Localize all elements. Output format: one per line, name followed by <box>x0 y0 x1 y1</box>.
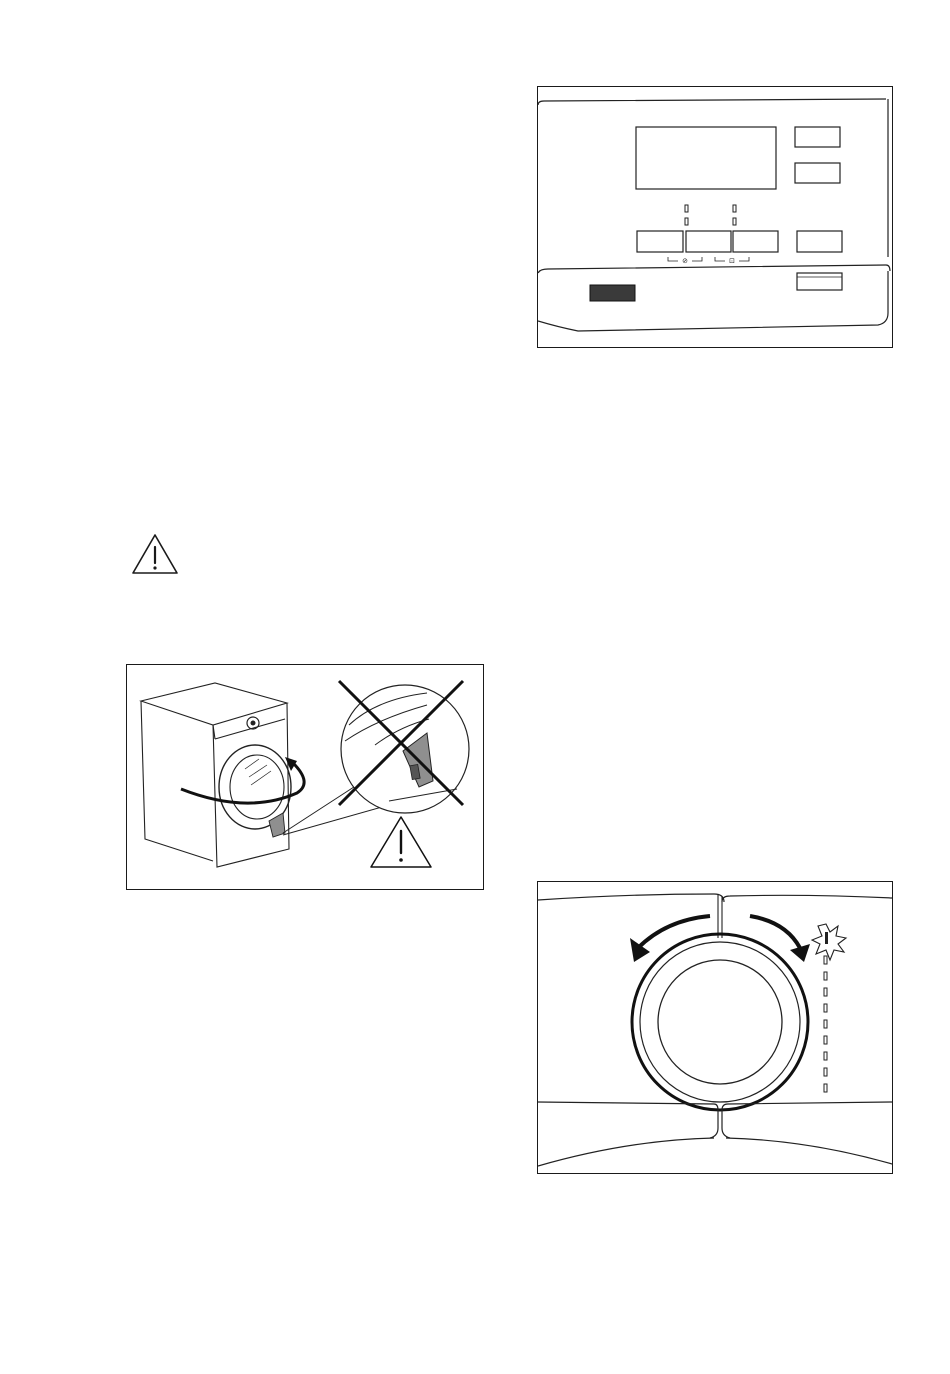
option-button-2[interactable] <box>686 231 731 252</box>
top-right-button-1[interactable] <box>795 127 840 147</box>
rotate-left-arrow-icon <box>638 916 710 948</box>
start-pause-button[interactable] <box>797 273 842 290</box>
dial-illustration <box>538 882 892 1173</box>
door-opening-figure <box>126 664 484 890</box>
control-panel-illustration <box>538 87 892 347</box>
option-button-1[interactable] <box>637 231 683 252</box>
display-window <box>636 127 776 189</box>
lock-symbol: ⊘ <box>682 257 688 265</box>
timer-symbol: ⊡ <box>729 257 735 265</box>
led-strip <box>824 956 827 1092</box>
warning-triangle-icon <box>130 532 180 576</box>
power-button[interactable] <box>590 285 635 301</box>
top-right-button-2[interactable] <box>795 163 840 183</box>
release-tab <box>269 813 285 837</box>
blinking-light-icon <box>812 924 846 960</box>
option-button-4[interactable] <box>797 231 842 252</box>
warning-triangle-icon <box>371 817 431 867</box>
option-button-3[interactable] <box>733 231 778 252</box>
program-dial-figure <box>537 881 893 1174</box>
control-panel-figure <box>537 86 893 348</box>
door-illustration <box>127 665 483 889</box>
rotation-arrow-icon <box>181 763 304 803</box>
